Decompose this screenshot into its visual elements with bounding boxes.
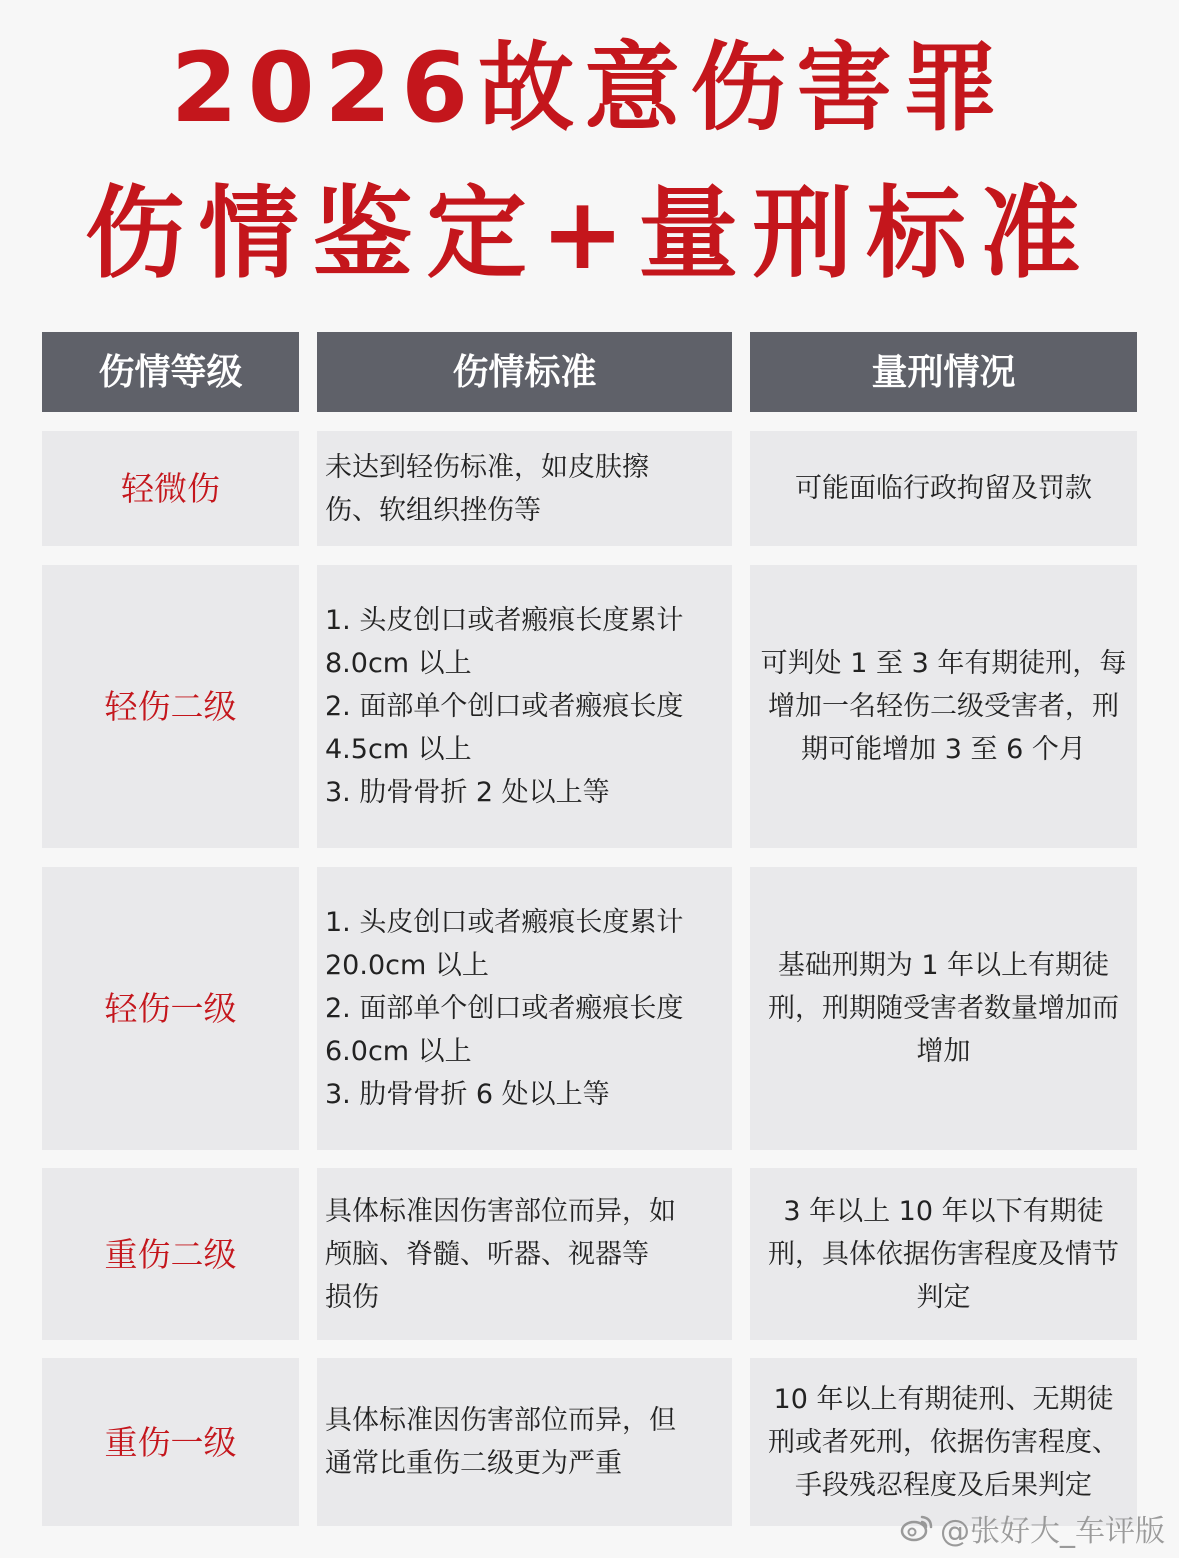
row-4-standard-text: 具体标准因伤害部位而异，如 颅脑、脊髓、听器、视器等 损伤 xyxy=(325,1195,676,1313)
row-4-standard xyxy=(317,1168,732,1340)
row-4-level: 重伤二级 xyxy=(42,1168,299,1340)
header-sentence: 量刑情况 xyxy=(750,332,1137,412)
title-line-2: 伤情鉴定+量刑标准 xyxy=(84,175,1095,292)
row-5-sentence xyxy=(750,1358,1137,1526)
row-1-level: 轻微伤 xyxy=(42,431,299,546)
row-4-sentence-text: 3 年以上 10 年以下有期徒 刑，具体依据伤害程度及情节 判定 xyxy=(768,1195,1119,1313)
watermark-text: @张好大_车评版 xyxy=(940,1514,1165,1549)
row-4-sentence xyxy=(750,1168,1137,1340)
row-2-sentence xyxy=(750,565,1137,848)
row-2-sentence-text: 可判处 1 至 3 年有期徒刑，每 增加一名轻伤二级受害者，刑 期可能增加 3 至 6 个月 xyxy=(760,648,1127,765)
header-level: 伤情等级 xyxy=(42,332,299,412)
row-3-sentence xyxy=(750,867,1137,1150)
row-3-standard xyxy=(317,867,732,1150)
row-2-standard-text: 1. 头皮创口或者瘢痕长度累计 8.0cm 以上 2. 面部单个创口或者瘢痕长度 4.5cm 以上 3. 肋骨骨折 2 处以上等 xyxy=(325,605,684,808)
row-5-standard-text: 具体标准因伤害部位而异，但 通常比重伤二级更为严重 xyxy=(325,1405,676,1479)
row-3-level: 轻伤一级 xyxy=(42,867,299,1150)
header-standard: 伤情标准 xyxy=(317,332,732,412)
row-3-standard-text: 1. 头皮创口或者瘢痕长度累计 20.0cm 以上 2. 面部单个创口或者瘢痕长度 6.0cm 以上 3. 肋骨骨折 6 处以上等 xyxy=(325,907,684,1110)
row-1-standard xyxy=(317,431,732,546)
title-line-1: 2026故意伤害罪 xyxy=(170,32,1009,144)
row-5-standard xyxy=(317,1358,732,1526)
row-1-sentence xyxy=(750,431,1137,546)
row-2-standard xyxy=(317,565,732,848)
row-1-standard-text: 未达到轻伤标准，如皮肤擦 伤、软组织挫伤等 xyxy=(325,451,649,526)
row-5-sentence-text: 10 年以上有期徒刑、无期徒 刑或者死刑，依据伤害程度、 手段残忍程度及后果判定 xyxy=(768,1383,1119,1501)
weibo-icon xyxy=(900,1513,934,1543)
row-3-sentence-text: 基础刑期为 1 年以上有期徒 刑，刑期随受害者数量增加而 增加 xyxy=(768,950,1119,1067)
watermark xyxy=(900,1506,1165,1550)
row-1-sentence-text: 可能面临行政拘留及罚款 xyxy=(795,473,1092,504)
row-2-level: 轻伤二级 xyxy=(42,565,299,848)
row-5-level: 重伤一级 xyxy=(42,1358,299,1526)
